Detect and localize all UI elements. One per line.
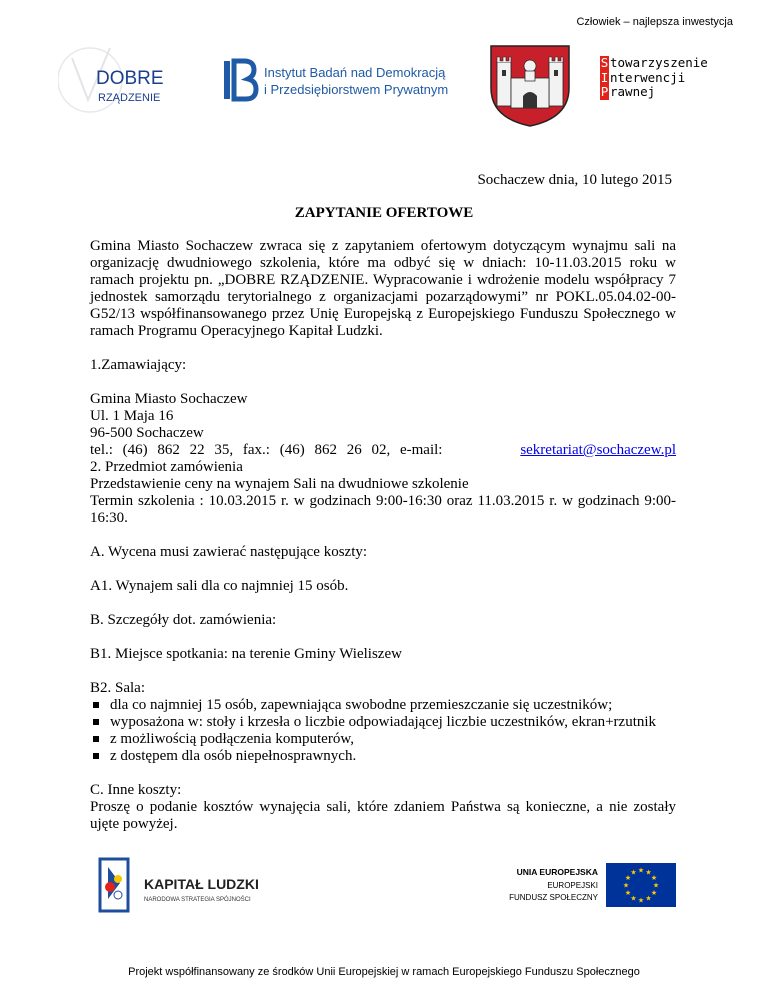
eu-star-icon: ★ xyxy=(645,894,652,903)
b2-bullet-list xyxy=(90,697,676,765)
eu-star-icon: ★ xyxy=(652,881,660,890)
section-2-line-1: Przedstawienie ceny na wynajem Sali na dwudniowe szkolenie xyxy=(90,476,469,492)
item-a1: A1. Wynajem sali dla co najmniej 15 osób. xyxy=(90,578,349,594)
date-line: Sochaczew dnia, 10 lutego 2015 xyxy=(477,172,672,188)
email-link[interactable]: sekretariat@sochaczew.pl xyxy=(520,442,676,458)
intro-paragraph: Gmina Miasto Sochaczew zwraca się z zapytaniem ofertowym dotyczącym wynajmu sali na organizację dwudniowego szkolenia, które ma odbyć się w dniach: 10-11.03.2015 roku w ramach projektu pn. „DOBRE RZĄDZENIE. Wypracowanie i wdrożenie modelu współpracy 7 jednostek samorządu terytorialnego z organizacjami pozarządowymi” nr POKL.05.04.02-00-G52/13 współfinansowanego przez Unię Europejską z Europejskiego Funduszu Społecznego w ramach Programu Operacyjnego Kapitał Ludzki. xyxy=(90,238,676,339)
ibdipp-logo-line2: i Przedsiębiorstwem Prywatnym xyxy=(264,82,449,97)
eu-star-icon: ★ xyxy=(645,868,652,877)
address-street: Ul. 1 Maja 16 xyxy=(90,408,174,424)
ue-logo-line2: EUROPEJSKI xyxy=(547,881,598,890)
list-item: dla co najmniej 15 osób, zapewniająca swobodne przemieszczanie się uczestników; xyxy=(90,697,676,714)
eu-star-icon: ★ xyxy=(630,868,637,877)
sochaczew-coat-of-arms xyxy=(489,44,571,128)
kl-logo-subtitle: NARODOWA STRATEGIA SPÓJNOŚCI xyxy=(144,897,251,903)
section-2-heading: 2. Przedmiot zamówienia xyxy=(90,459,243,475)
ue-logo-line3: FUNDUSZ SPOŁECZNY xyxy=(509,893,598,902)
sip-logo-line-2: I nterwencji xyxy=(600,69,686,85)
eu-star-icon: ★ xyxy=(650,874,658,882)
eu-social-fund-logo xyxy=(480,861,680,909)
dobre-rzadzenie-logo xyxy=(58,42,188,122)
eu-star-icon: ★ xyxy=(650,889,658,897)
contact-line xyxy=(90,442,676,459)
header-tagline: Człowiek – najlepsza inwestycja xyxy=(576,16,733,28)
eu-star-icon: ★ xyxy=(622,881,630,890)
sip-logo-line-3: P rawnej xyxy=(600,84,656,99)
dobre-logo-line2: RZĄDZENIE xyxy=(98,92,161,104)
list-item: z możliwością podłączenia komputerów, xyxy=(90,731,676,748)
kapital-ludzki-logo xyxy=(98,857,278,913)
footer-note: Projekt współfinansowany ze środków Unii Europejskiej w ramach Europejskiego Funduszu Społecznego xyxy=(128,966,640,978)
item-b2-heading: B2. Sala: xyxy=(90,680,145,696)
sip-logo xyxy=(600,56,708,100)
section-a-heading: A. Wycena musi zawierać następujące koszty: xyxy=(90,544,368,560)
list-item: z dostępem dla osób niepełnosprawnych. xyxy=(90,748,676,765)
section-c-heading: C. Inne koszty: xyxy=(90,782,182,798)
section-c-text: Proszę o podanie kosztów wynajęcia sali, które zdaniem Państwa są konieczne, a nie zostały ujęte powyżej. xyxy=(90,799,676,832)
section-b-heading: B. Szczegóły dot. zamówienia: xyxy=(90,612,277,628)
eu-star-icon: ★ xyxy=(637,896,645,905)
eu-star-icon: ★ xyxy=(624,889,632,897)
list-item: wyposażona w: stoły i krzesła o liczbie odpowiadającej liczbie uczestników, ekran+rzutnik xyxy=(90,714,676,731)
eu-star-icon: ★ xyxy=(637,866,645,875)
item-b1: B1. Miejsce spotkania: na terenie Gminy Wieliszew xyxy=(90,646,402,662)
contact-text: tel.: (46) 862 22 35, fax.: (46) 862 26 02, e-mail: xyxy=(90,442,443,458)
sip-logo-line-1: S towarzyszenie xyxy=(600,55,708,70)
ibdipp-logo-line1: Instytut Badań nad Demokracją xyxy=(264,65,446,80)
section-1-heading: 1.Zamawiający: xyxy=(90,357,187,373)
address-city: 96-500 Sochaczew xyxy=(90,425,204,441)
kl-logo-title: KAPITAŁ LUDZKI xyxy=(144,876,259,892)
dobre-logo-line1: DOBRE xyxy=(96,68,164,89)
eu-star-icon: ★ xyxy=(624,874,632,882)
address-name: Gmina Miasto Sochaczew xyxy=(90,391,248,407)
letter-body xyxy=(90,238,676,833)
ibdipp-logo xyxy=(222,57,482,105)
eu-star-icon: ★ xyxy=(630,894,637,903)
document-title: ZAPYTANIE OFERTOWE xyxy=(294,205,474,221)
section-2-line-2: Termin szkolenia : 10.03.2015 r. w godzinach 9:00-16:30 oraz 11.03.2015 r. w godzinach 9:00-16:30. xyxy=(90,493,676,526)
ue-logo-line1: UNIA EUROPEJSKA xyxy=(516,867,598,877)
